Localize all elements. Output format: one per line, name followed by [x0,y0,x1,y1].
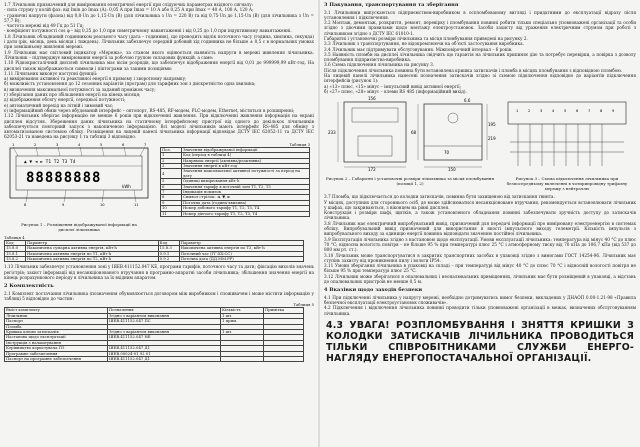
wiring-diagram [500,96,634,172]
table-cell: Пломба [5,324,108,329]
svg-text:kWh: kWh [122,183,131,189]
table-5 [4,307,304,362]
table-cell: Номер добового тарифу Т1, Т2, Т3, Т4 [182,206,310,211]
figures-2-3-block [324,96,636,194]
dimension-label: 156 [368,96,376,102]
table-cell: 1 прим. [221,319,264,324]
dimension-label: 233 [328,130,336,136]
left-page [0,0,318,447]
list-item: в) визначення максимальної потужності за заданий проміжок часу; [4,86,156,92]
figure-3 [500,96,634,191]
table-header-cell: Позначення [108,308,221,313]
svg-text:7: 7 [588,109,591,114]
svg-text:▲ ▼ ◄ ► T1 T2 T3 T4: ▲ ▼ ◄ ► T1 T2 T3 T4 [24,159,76,165]
intro-line: 1.7 Лічильник призначений для вимірювання електричної енергії при слідуючих параметрах вхідного сигналу: [4,2,254,7]
dimension-label: 68 [411,130,417,136]
table-cell: ІЯЕВ.411152.047 Д1 [108,346,221,351]
figure-2-caption: Рисунок 2 – Габаритні і установочні розміри лічильника та місця пломбування (позиції 1, 2) [326,176,494,187]
table-cell: 15.8.0 [5,246,26,251]
para-1-8: 1.8 Лічильник обладнаний годинником реального часу (дата – годинник), що проводить відлік поточного часу (година, хвилина, секунда) і дати (рік, місяць, день місяця і тиждень). Лічильник забезпечує середній добовий хід годинника не більше ± 0,5 с в нормальних умовах при зовнішньому живленні мережі. [4,33,314,50]
table-4 [4,240,304,263]
para-3-10: 3.10 Лічильник може транспортуватися в закритих транспортних засобах в упаковці згідно з вимогами ГОСТ 14254-96. Лічильник має ступінь захисту від проникнення пилу і вологи IP54. [324,252,636,263]
table-5-title: Таблиця 5 [293,302,314,308]
table-cell: ІЯЕВ.411152.047 ПС [108,319,221,324]
table-cell: Накопичена активна енергія по Т3, кВт·h [179,246,303,251]
para-4-1: 4.1 При підключенні лічильника у напругу мережі, необхідно дотримуватись вимог безпеки, викладених у ДНАОП 0.00-1.21-98 «Правила безпечної експлуатації електроустановок споживачів». [324,294,636,306]
section-4-heading: 4 Вказівки щодо заходів безпеки [324,287,423,294]
list-item: е) автоматичний перехід на літній і зимовий час; [4,102,114,108]
para-3-12: 3.12 Лічильник може зберігатися в опалювальних і неопалювальних приміщеннях, лічильник має бути розміщений в упаковці, а відстань до опалювальних пристроїв не менше 0,5 м. [324,273,636,284]
table-cell: Поточний час (ГГ:ХХ:СС) [179,251,303,256]
interface-list [324,84,636,95]
table-cell: 9 [161,200,182,205]
table-cell: 3 [161,163,182,168]
table-cell: Індикація помилок [182,189,310,194]
svg-text:2: 2 [528,109,531,114]
table-cell: 10 [161,206,182,211]
table-cell: 2 [161,158,182,163]
table-cell: 15.8.2 [5,256,26,261]
svg-text:9: 9 [62,202,65,207]
table-cell: 8 [161,195,182,200]
table-cell: Значення енергії в кВт·год [182,163,310,168]
table-cell: Згідно з варіантом виконання [108,313,221,318]
table-cell: Згідно з варіантом виконання [108,329,221,334]
table-cell: Паспорт на програмне забезпечення [5,356,108,361]
section-2-heading: 2 Комплектність [4,283,54,290]
table-header-cell: Параметр [179,240,303,245]
table-cell: Одиниці вимірювання кВт·h [182,179,310,184]
para-3-6: 3.6 Схема підключення лічильника на рисунку 3. [324,62,435,68]
table-cell: Керівництво користувача ПЗ [5,346,108,351]
table-cell: ІЯЕВ.411152.047 Д1 [108,356,221,361]
table-cell: Кришка клеми затискачів [5,329,108,334]
table-header-cell: Поз. [161,147,182,152]
table-header-cell: Значення відображуваної інформації [182,147,310,152]
table-cell: Паспорт [5,319,108,324]
list-item: д) відображення обсягу енергії, середньої потужності; [4,97,126,103]
svg-text:8: 8 [24,202,27,207]
table-row [5,356,304,361]
para-3-2: 3.2 Монтаж, демонтаж, розкриття, ремонт, перевірку і пломбування повинні робити тільки спеціально уповноважені організації та особи згідно з діючими правилами щодо монтажу електроустановок. Засоби захисту від ураження електричним струмом при роботі з лічильником згідно з ДСТУ IEC 61010-1. [324,20,636,36]
table-header-cell: Код [158,240,179,245]
lcd-digits: 88888888 [26,169,102,186]
dimension-label: 195 [488,122,496,128]
table-cell: Символ стрілок: ◄, ▼, ► [182,195,310,200]
table-3-title: Таблиця 3 [289,141,310,147]
table-cell: 1 шт. [221,329,264,334]
table-header-cell: Вміст комплекту [5,308,108,313]
table-cell: ІЯЕВ.411152.047 НЕ [108,335,221,340]
dimension-label: 6.6 [464,98,471,104]
svg-text:8: 8 [600,109,603,114]
svg-text:1: 1 [516,109,519,114]
table-cell: Поточна дата (година-хвилина) [182,200,310,205]
intro-line: - коефіцієнт потужності cos φ – від 0,25 до 1,0 при симетричному навантаженні і від 0,25 до 1,0 при індуктивному навантаженні. [4,28,292,34]
table-cell [221,356,264,361]
right-page [320,0,640,447]
table-cell: 7 [161,189,182,194]
table-cell: 0.9.1 [158,251,179,256]
table-header-cell: Примітка [264,308,304,313]
svg-text:9: 9 [612,109,615,114]
dimension-label: 150 [448,167,456,173]
table-cell: Лічильник [5,313,108,318]
table-cell: 11 [161,211,182,216]
table-3-block [160,142,310,217]
table-cell: Поточна дата (ДД.ММ.РР) [179,256,303,261]
intro-line: - граничні напруги (фазна) від 0,8·Un до 1,15·Un (В) (для лічильника з Un = 220 В) та від 0,75·Un до 1,15·Un (В) (для лічильника з Un = 57,7 В); [4,12,314,23]
svg-text:2: 2 [34,142,37,147]
svg-text:10: 10 [100,202,105,207]
svg-text:1: 1 [12,142,15,147]
para-4-2: 4.2 Підключення і відключення лічильника повинні проводити тільки уповноважені організації в межах, визначених обслуговуванням лічильника. [324,305,636,316]
figure-1-block [4,142,314,234]
table-cell: Накопичена сумарна активна енергія, кВт·h [26,246,159,251]
table-cell: 5 [161,179,182,184]
table-cell: 15.8.1 [5,251,26,256]
table-5-block [4,302,314,362]
para-3-6c: На лицевій панелі лічильника нанесені позначення затискачів згідно зі схемою підключення відповідно до варіантів підключення інтерфейсів (рисунок 1): [324,73,636,84]
para-1-10: 1.10 Рідкокристалічний дисплей лічильника має вісім розрядів, що забезпечує відображення енергії від 0,01 до 999999,99 кВт·год. На дисплеї також відображаються символи і піктограми за такими позиціями: [4,60,314,71]
svg-text:3: 3 [540,109,543,114]
table-cell: Інструкція з налаштування [5,340,108,345]
table-cell: Значення максимальної активної потужності за період на дату [182,169,310,179]
table-cell: 6 [161,184,182,189]
para-1-9: 1.9 Лічильник має світловий індикатор «Мережа», за станом якого оцінюється наявність напруги в мережі живлення лічильника. Лічильник – підтверджує вимірювання енергії за робочою групою складових функцій, а саме: [4,49,314,60]
para-3-1: 3.1 Лічильники випускаються підприємством-виробником в оспломбованому вигляді і придатними до експлуатації відразу після установлення і підключення. [324,9,636,20]
dimension-label: 219 [488,136,496,142]
svg-text:6: 6 [122,142,125,147]
table-row [5,256,304,261]
section-3-heading: 3 Пакування, транспортування та зберігання [324,2,459,8]
table-cell: Значення тарифу в поточній зоні Т1, Т2, Т3 [182,184,310,189]
table-4-block [4,235,314,263]
list-item: б) можливість установлення до 12 сезонних варіантів (програм) для тарифних зон з дискретністю одна хвилина; [4,81,256,87]
para-3-6b: Після підключення лічильника повинна бути встановлена кришка затискачів і пломба в місцях пломбування з відповідною пломбою. [324,67,623,73]
table-cell: Код (період в таблиці 4) [182,153,310,158]
intro-paragraph [4,2,314,34]
table-header-cell: Кількість [221,308,264,313]
para-3-11: 3.11 Умови зберігання лічильника в упаковці на складі – при температурі від мінус 40 °C до плюс 70 °C і відносній вологості повітря не більше 95 % при температурі плюс 25 °C. [324,263,636,274]
table-cell: 0.9.2 [158,256,179,261]
table-cell: 1 шт. [221,313,264,318]
svg-text:4: 4 [552,109,555,114]
intro-line: - частота мережі від 49 Гц до 51 Гц; [4,23,84,29]
svg-text:5: 5 [564,109,567,114]
para-1-13: 1.13 Лічильник забезпечує установлення зоні у ІЯЕВ.411152.047 КЕ, програми тарифів, поточного часу та дати; фіксацію вихолів значень регістрів; захист інформації від несанкціонованого втручання в програмно-апаратні засоби лічильника; збільшення значення енергії на кінець розрахункового періоду в лічильника за їх вхідним апаратом. [4,264,315,280]
table-cell: Програмне забезпечення [5,351,108,356]
dimension-label: 70 [444,150,450,156]
table-header-cell: Параметр [26,240,159,245]
table-cell [264,356,304,361]
para-3-7: 3.7 Пломба, що підключається до колодки затискачів, повинна бути захищеною від затискання гвинта. [324,194,555,200]
table-cell: Накопичена активна енергія по Т2, кВт·h [26,256,159,261]
table-cell: Накопичена активна енергія по Т1, кВт·h [26,251,159,256]
figure-1-caption: Рисунок 1 – Розміщення відображуваної інформації на дисплеї лічильника [21,221,137,232]
para-2-1: 2.1 Комплект постачання лічильника (позначення обумовлюється договором між виробником і споживачем і може містити інформацію у таблиці 5 відповідно до частин: [4,290,314,302]
table-cell: Напрямок енергії (активна/реактивна) [182,158,310,163]
para-3-7b: У місцях, доступних для стороннього осіб, де може здійснюватися несанкціоноване втручання, рекомендується встановлювати лічильник у шафах, що закриваються, з віконцем на рівні дисплея. [324,199,636,210]
list-item: б) «27» плюс, «28» мінус – клеми RS 485 (інформаційний вихід). [324,88,467,94]
function-list [4,76,314,113]
list-item: а) вимірювання активної та реактивної енергії в прямому і зворотному напрямку; [4,76,187,82]
table-4-title: Таблиця 4 [4,234,25,240]
para-1-11: 1.11 Лічильник виконує наступні функції: [4,70,98,76]
para-3-9: 3.9 Експлуатація лічильника згідно з настановою щодо експлуатації. Умови експлуатації лічильника: температура від мінус 40 °C до плюс 70 °C; відносна вологість повітря – не більше 95 % при температурі плюс 25 °C і атмосферному тиску від 70 кПа до 106,7 кПа (від 537 до 800 мм рт. ст.). [324,236,636,253]
figure-3-caption: Рисунок 3 – Схема підключення лічильника при безпосередньому включенні в чотирипровідну трифазну мережу з нейтраллю [506,176,628,192]
table-row [161,211,310,216]
table-cell: 4 [161,169,182,179]
svg-text:4: 4 [78,142,81,147]
svg-text:6: 6 [576,109,579,114]
dimension-label: 172 [368,167,376,173]
table-3 [160,147,310,217]
list-item: а) «13» плюс, «15» мінус – імпульсний вивід активної енергії; [324,83,461,89]
dimensions-drawing [324,96,496,172]
table-cell: ІЯЕВ.00024-01 92 01 [108,351,221,356]
para-3-8: 3.8 Лічильник має електричний випробувальний вивід, призначений для передачі інформації про вимірювану електроенергію в системах обліку. Випробувальний вивід призначений для використання в якості імпульсного виходу телеметрії. Кількість імпульсів з випробувального виходу за одиницю енергії повинна відповідати значенню постійної лічильника. [324,220,636,237]
para-3-5: 3.5 Наявність пломби на дисплеї лічильника свідчить що гарантія на лічильник припиняє дію та потребує перевірки, а повірка з дозволу пломбування підприємства-виробника. [324,51,636,63]
display-figure [4,142,154,234]
figure-2 [324,96,496,186]
table-cell: Настанова щодо експлуатації [5,335,108,340]
para-3-2b: Габаритні і установочні розміри лічильника та місця пломбування приведені на рисунку 2. [324,35,528,41]
svg-text:5: 5 [100,142,103,147]
table-cell: 1 [161,153,182,158]
svg-text:11: 11 [134,202,139,207]
para-3-7c: Конструкція і розміри шафі, щитків, а також установленого обладнання повинні забезпечувати зручність доступу до затискачів лічильника. [324,210,636,221]
list-item: г) зберігання даних про збільшення енергії на кінець місяця; [4,92,141,98]
warning-notice: 4.3 УВАГА! РОЗПЛОМБУВАННЯ І ЗНЯТТЯ КРИШКИ З КОЛОДКИ ЗАТИСКАЧІВ ЛІЧИЛЬНИКА ПРОВОДИТЬСЯ ТІЛЬКИ СПІВРОБІТНИКАМИ СЛУЖБИ ЕНЕРГО-НАГЛЯДУ ЕНЕРГОПОСТАЧАЛЬНОЇ ОРГАНІЗАЦІЇ. [326,319,634,364]
para-3-3: 3.3 Лічильник з транспортування, не відокремлюючи на обʼєкті застосування виробника. [324,41,524,47]
para-1-12: 1.12 Лічильник зберігає інформацію не менше 6 років при відключенні живлення. При відключенні живлення інформація на екрані дисплея відсутня. Збереження даних лічильника на статичному інтерфейсному пристрої від одного до декількох лічильників забезпечується повторний запуск з накопиченою інформацією. Всі моделі лічильників мають інтерфейс RS-485 для обміну з автоматизованою системою обліку. Розміщення на лицевій панелі лічильника інформації відповідає ДСТУ IEC 62052-11 та ДСТУ IEC 62053-21 та наведена на рисунку 1 та таблиці 3 відповідно. [4,113,314,140]
intro-line: - сила струму у колій фаз: від Imin до Imax (А): 0,05 А при Imax = 10 А або 0,25 А при Imax = 40 А, 100 А, 120 А; [4,7,254,13]
list-item: є) інформаційний обмін через вбудований інтерфейс – оптопорт, RS-485, RF-модем, PLC-модем, Ethernet, міститься в розширенні; [4,107,295,113]
table-header-cell: Код [5,240,26,245]
svg-text:7: 7 [144,142,147,147]
table-cell: Номер діючого тарифу Т1, Т2, Т3, Т4 [182,211,310,216]
lcd-display-drawing [4,142,154,216]
para-3-4: 3.4 Лічильник має підтримувати обслуговування. Міжповірочний інтервал – 6 років. [324,46,513,52]
svg-text:3: 3 [56,142,59,147]
table-cell: 15.8.3 [158,246,179,251]
